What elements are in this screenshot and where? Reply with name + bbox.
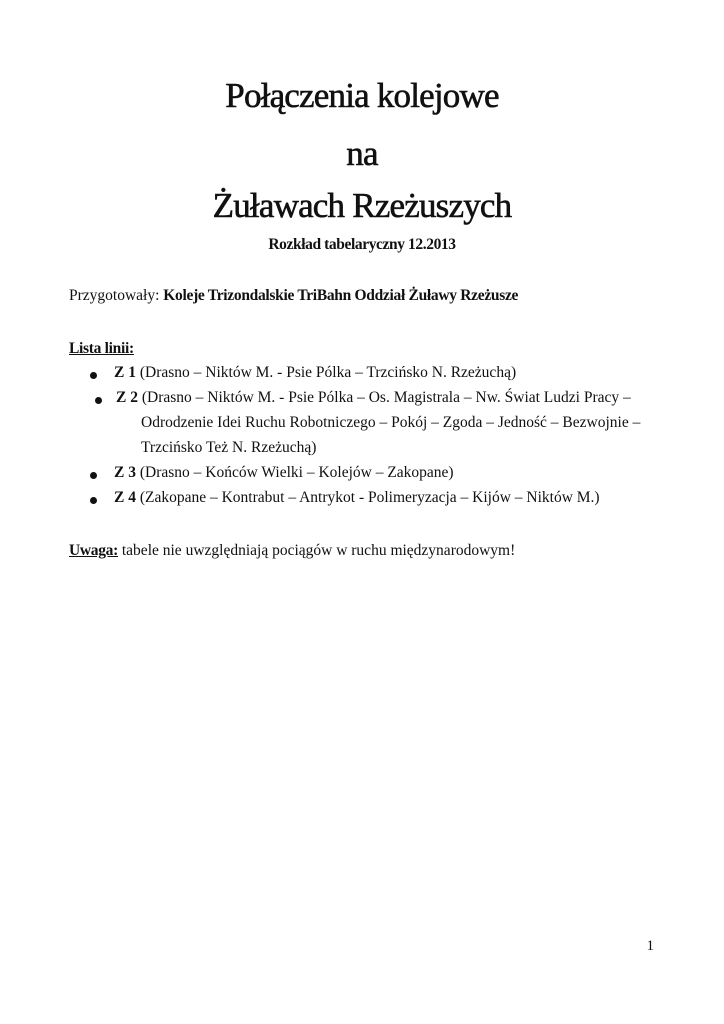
line-route: (Drasno – Końców Wielki – Kolejów – Zakopane) (139, 464, 454, 481)
line-item-z3 (114, 464, 454, 482)
document-subtitle: Rozkład tabelaryczny 12.2013 (268, 236, 456, 253)
bullet-icon (90, 372, 97, 379)
line-code: Z 2 (116, 389, 138, 406)
note-text: tabele nie uwzględniają pociągów w ruchu międzynarodowym! (118, 542, 516, 559)
prepared-by-organization: Koleje Trizondalskie TriBahn Oddział Żuławy Rzeżusze (163, 287, 519, 304)
page-number: 1 (646, 938, 654, 954)
line-route: (Drasno – Niktów M. - Psie Pólka – Os. Magistrala – Nw. Świat Ludzi Pracy – (141, 389, 631, 406)
line-item-z2 (116, 389, 631, 407)
note (69, 542, 515, 560)
line-code: Z 4 (114, 489, 136, 506)
line-item-z4 (114, 489, 600, 507)
line-route-continuation: Odrodzenie Idei Ruchu Robotniczego – Pokój – Zgoda – Jedność – Bezwojnie – (141, 414, 641, 431)
prepared-by-label: Przygotowały: (69, 287, 160, 304)
line-item-z1 (114, 364, 516, 382)
line-route-continuation: Trzcińsko Też N. Rzeżuchą) (141, 439, 317, 456)
bullet-icon (95, 397, 102, 404)
prepared-by (69, 287, 518, 305)
line-route: (Drasno – Niktów M. - Psie Pólka – Trzcińsko N. Rzeżuchą) (139, 364, 517, 381)
title-line-1: Połączenia kolejowe (225, 76, 499, 115)
bullet-icon (90, 497, 97, 504)
line-code: Z 3 (114, 464, 136, 481)
note-label: Uwaga: (69, 542, 118, 559)
line-code: Z 1 (114, 364, 136, 381)
lines-heading: Lista linii: (69, 340, 134, 357)
title-line-2: na (346, 134, 378, 173)
title-line-3: Żuławach Rzeżuszych (212, 186, 512, 225)
line-route: (Zakopane – Kontrabut – Antrykot - Polimeryzacja – Kijów – Niktów M.) (139, 489, 600, 506)
bullet-icon (90, 472, 97, 479)
